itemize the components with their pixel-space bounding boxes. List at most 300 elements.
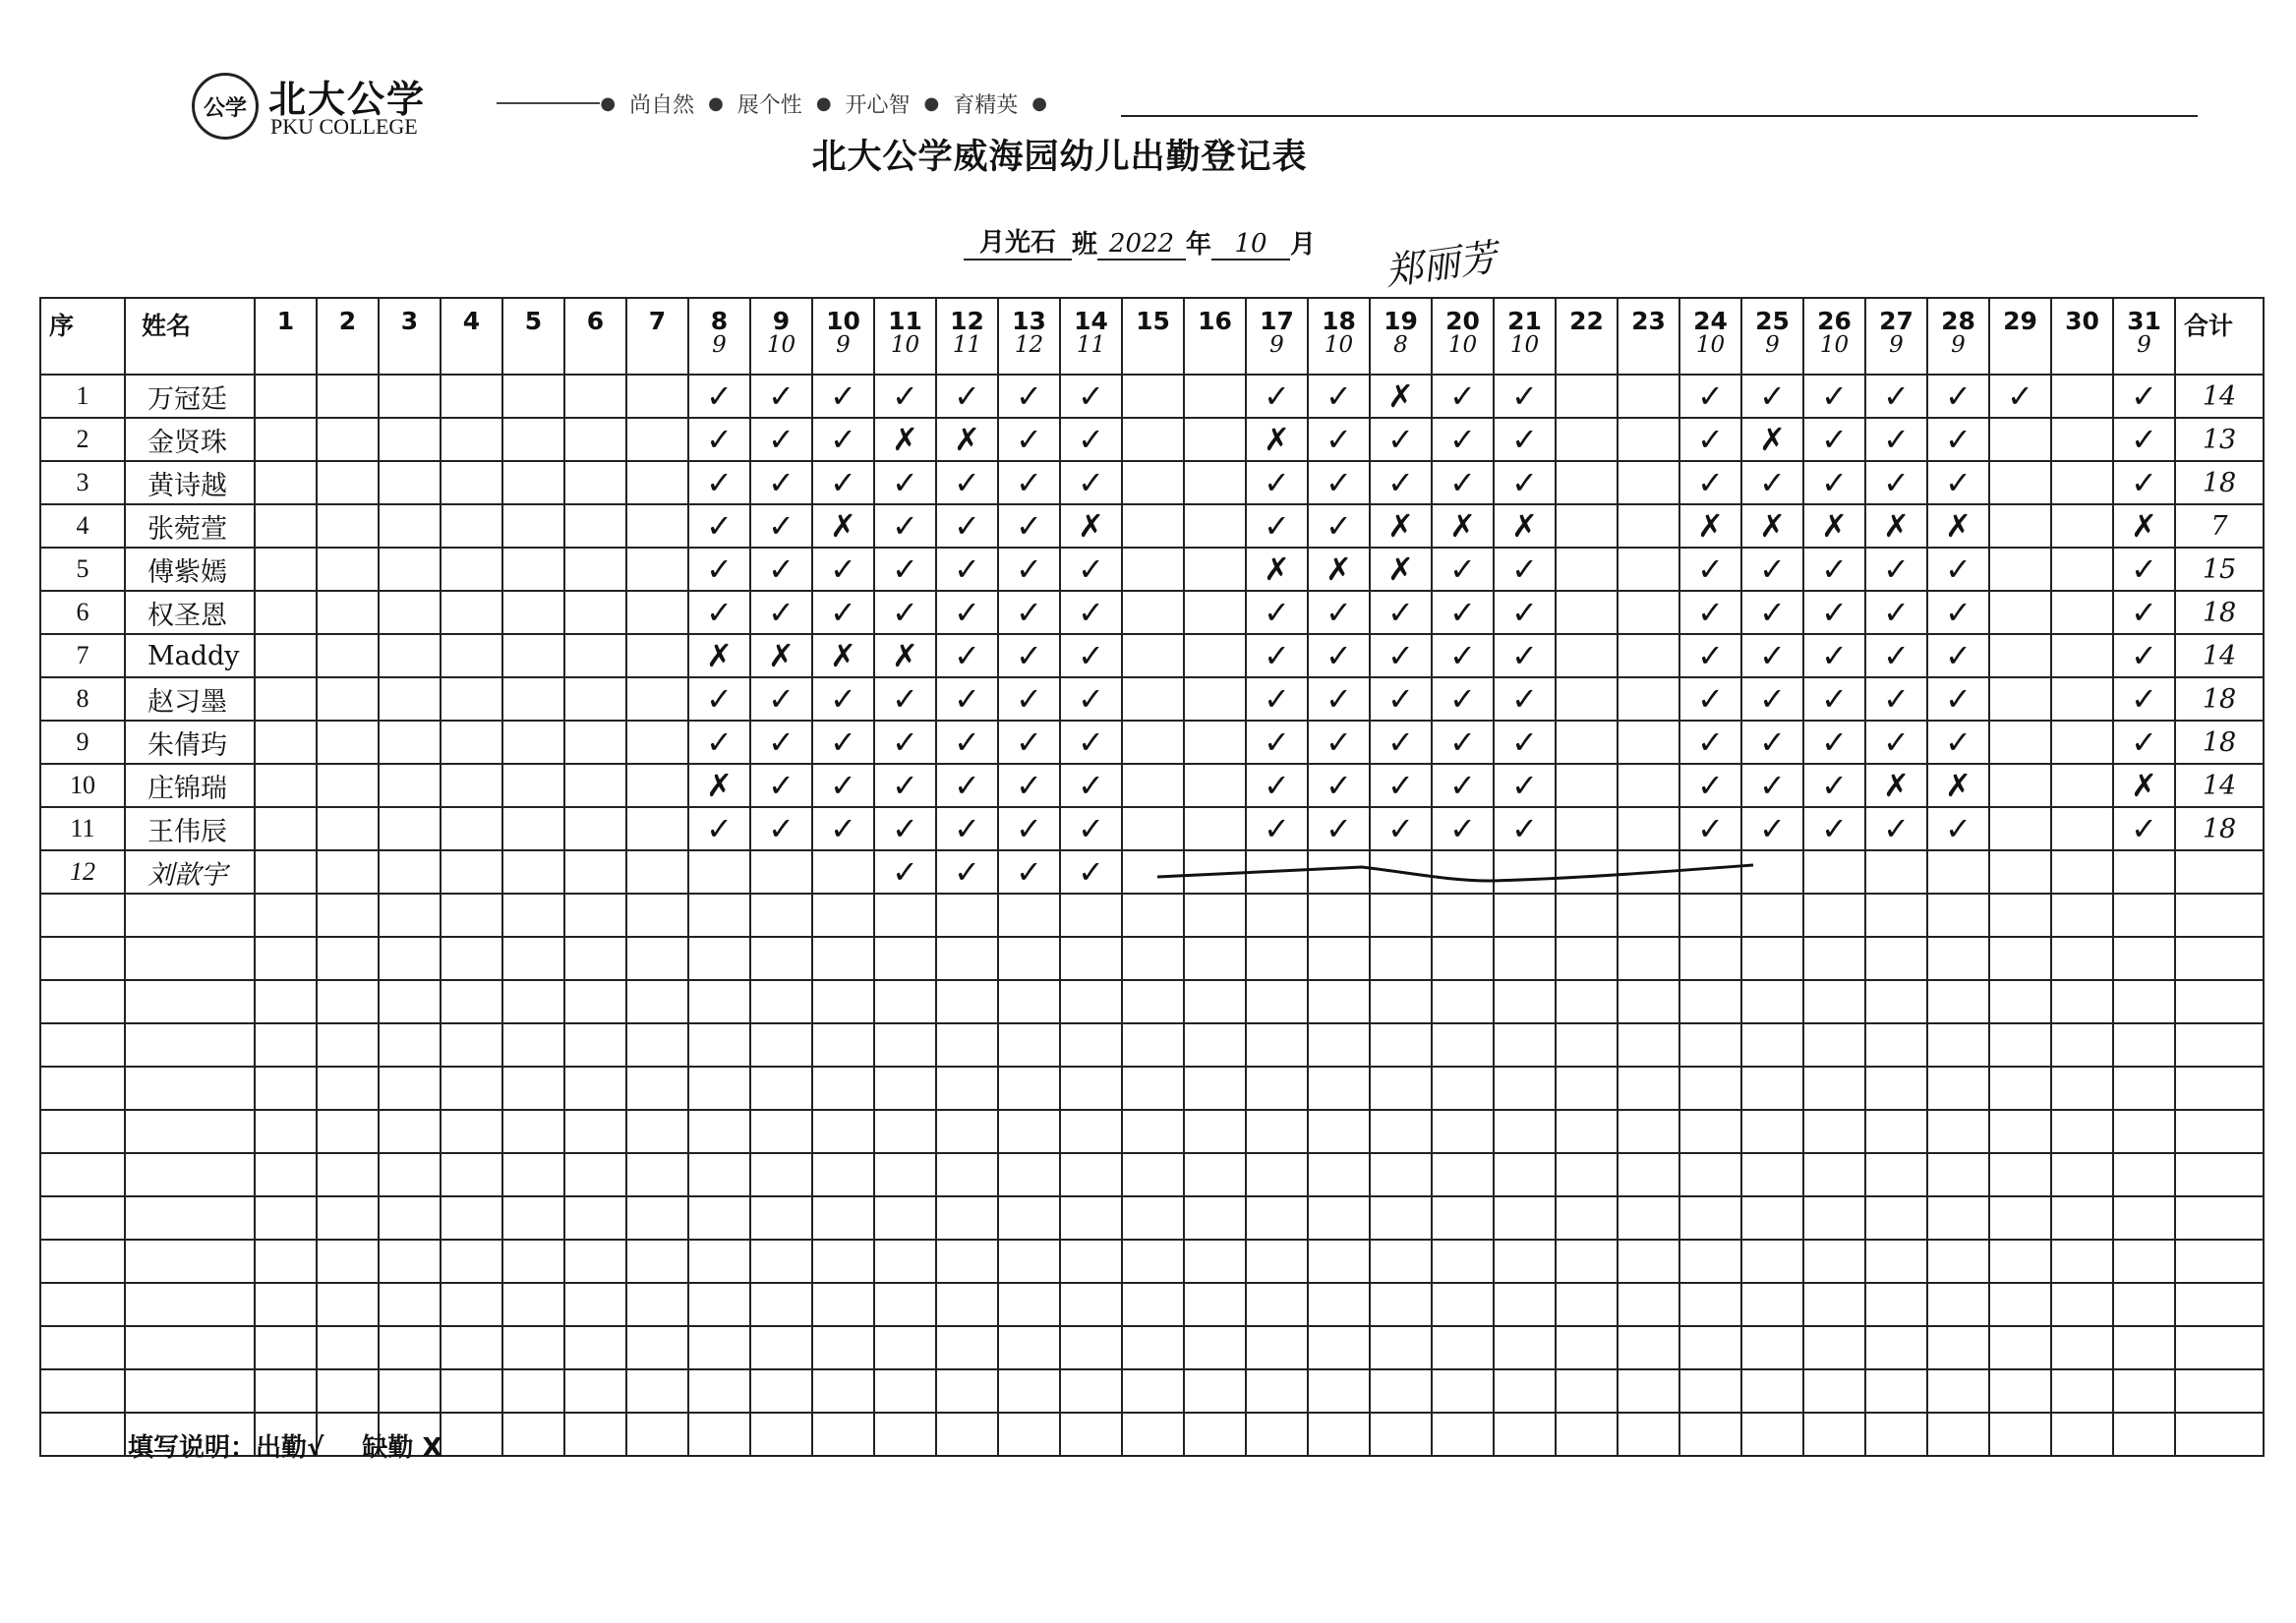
empty-cell[interactable] <box>1989 1240 2051 1283</box>
empty-cell[interactable] <box>1246 1196 1308 1240</box>
attendance-cell[interactable]: ✓ <box>1494 807 1556 850</box>
attendance-cell[interactable] <box>626 677 688 721</box>
attendance-cell[interactable]: ✓ <box>874 548 936 591</box>
attendance-cell[interactable]: ✓ <box>1803 807 1865 850</box>
attendance-cell[interactable]: ✓ <box>750 677 812 721</box>
attendance-cell[interactable]: ✓ <box>1246 764 1308 807</box>
attendance-cell[interactable]: ✓ <box>1246 591 1308 634</box>
attendance-cell[interactable]: ✓ <box>2113 634 2175 677</box>
attendance-cell[interactable] <box>1184 504 1246 548</box>
empty-cell[interactable] <box>812 1110 874 1153</box>
empty-cell[interactable] <box>1060 1413 1122 1456</box>
empty-cell[interactable] <box>441 1067 502 1110</box>
attendance-cell[interactable] <box>379 677 441 721</box>
empty-cell[interactable] <box>1308 1110 1370 1153</box>
attendance-cell[interactable] <box>317 721 379 764</box>
attendance-cell[interactable]: ✓ <box>998 504 1060 548</box>
attendance-cell[interactable] <box>626 807 688 850</box>
attendance-cell[interactable] <box>564 548 626 591</box>
attendance-cell[interactable] <box>2051 721 2113 764</box>
attendance-cell[interactable]: ✓ <box>1741 375 1803 418</box>
attendance-cell[interactable] <box>1122 461 1184 504</box>
attendance-cell[interactable]: ✓ <box>1927 418 1989 461</box>
empty-cell[interactable] <box>1122 937 1184 980</box>
attendance-cell[interactable]: ✓ <box>812 807 874 850</box>
empty-cell[interactable] <box>936 1067 998 1110</box>
empty-cell[interactable] <box>1618 1196 1679 1240</box>
attendance-cell[interactable]: ✗ <box>874 634 936 677</box>
empty-cell[interactable] <box>1246 1110 1308 1153</box>
empty-cell[interactable] <box>1432 1196 1494 1240</box>
attendance-cell[interactable]: ✓ <box>2113 591 2175 634</box>
attendance-cell[interactable]: ✓ <box>1494 418 1556 461</box>
empty-cell[interactable] <box>1989 1413 2051 1456</box>
attendance-cell[interactable]: ✗ <box>1679 504 1741 548</box>
empty-cell[interactable] <box>1989 894 2051 937</box>
empty-cell[interactable] <box>1927 1369 1989 1413</box>
attendance-cell[interactable] <box>1556 504 1618 548</box>
empty-cell[interactable] <box>1308 1240 1370 1283</box>
empty-cell[interactable] <box>502 1240 564 1283</box>
empty-cell[interactable] <box>998 1067 1060 1110</box>
attendance-cell[interactable] <box>1184 548 1246 591</box>
attendance-cell[interactable] <box>564 591 626 634</box>
empty-cell[interactable] <box>1060 1023 1122 1067</box>
empty-cell[interactable] <box>125 937 255 980</box>
attendance-cell[interactable] <box>1989 591 2051 634</box>
attendance-cell[interactable]: ✓ <box>998 418 1060 461</box>
attendance-cell[interactable]: ✓ <box>1432 548 1494 591</box>
attendance-cell[interactable]: ✗ <box>688 634 750 677</box>
attendance-cell[interactable] <box>1803 850 1865 894</box>
empty-cell[interactable] <box>125 1110 255 1153</box>
empty-cell[interactable] <box>1803 1023 1865 1067</box>
attendance-cell[interactable]: ✓ <box>1803 375 1865 418</box>
empty-cell[interactable] <box>998 937 1060 980</box>
attendance-cell[interactable] <box>317 807 379 850</box>
empty-cell[interactable] <box>1184 1196 1246 1240</box>
attendance-cell[interactable] <box>317 677 379 721</box>
empty-cell[interactable] <box>441 894 502 937</box>
attendance-cell[interactable]: ✓ <box>1308 807 1370 850</box>
empty-cell[interactable] <box>1803 1196 1865 1240</box>
attendance-cell[interactable] <box>379 807 441 850</box>
attendance-cell[interactable] <box>1618 548 1679 591</box>
empty-cell[interactable] <box>40 1110 125 1153</box>
attendance-cell[interactable]: ✓ <box>1246 721 1308 764</box>
attendance-cell[interactable]: ✓ <box>688 548 750 591</box>
empty-cell[interactable] <box>2175 894 2264 937</box>
attendance-cell[interactable] <box>564 418 626 461</box>
empty-cell[interactable] <box>1618 1240 1679 1283</box>
empty-cell[interactable] <box>379 1369 441 1413</box>
empty-cell[interactable] <box>1060 980 1122 1023</box>
empty-cell[interactable] <box>998 1153 1060 1196</box>
empty-cell[interactable] <box>1618 1369 1679 1413</box>
attendance-cell[interactable]: ✓ <box>1060 721 1122 764</box>
empty-cell[interactable] <box>1679 980 1741 1023</box>
attendance-cell[interactable] <box>255 504 317 548</box>
empty-cell[interactable] <box>379 1023 441 1067</box>
empty-cell[interactable] <box>564 1067 626 1110</box>
empty-cell[interactable] <box>2175 1283 2264 1326</box>
empty-cell[interactable] <box>564 1023 626 1067</box>
empty-cell[interactable] <box>1679 1067 1741 1110</box>
empty-cell[interactable] <box>626 1240 688 1283</box>
attendance-cell[interactable]: ✓ <box>812 591 874 634</box>
attendance-cell[interactable]: ✓ <box>1679 461 1741 504</box>
attendance-cell[interactable]: ✗ <box>1494 504 1556 548</box>
attendance-cell[interactable] <box>564 850 626 894</box>
empty-cell[interactable] <box>874 1023 936 1067</box>
attendance-cell[interactable]: ✓ <box>688 721 750 764</box>
attendance-cell[interactable] <box>1556 375 1618 418</box>
empty-cell[interactable] <box>1741 937 1803 980</box>
empty-cell[interactable] <box>2051 980 2113 1023</box>
empty-cell[interactable] <box>255 1283 317 1326</box>
attendance-cell[interactable]: ✓ <box>1060 375 1122 418</box>
attendance-cell[interactable]: ✓ <box>1494 591 1556 634</box>
empty-cell[interactable] <box>379 1326 441 1369</box>
attendance-cell[interactable] <box>2051 677 2113 721</box>
empty-cell[interactable] <box>874 1067 936 1110</box>
empty-cell[interactable] <box>1618 1326 1679 1369</box>
attendance-cell[interactable] <box>1122 634 1184 677</box>
attendance-cell[interactable]: ✓ <box>874 721 936 764</box>
empty-cell[interactable] <box>1370 1110 1432 1153</box>
empty-cell[interactable] <box>1370 937 1432 980</box>
attendance-cell[interactable] <box>1989 764 2051 807</box>
attendance-cell[interactable] <box>502 850 564 894</box>
attendance-cell[interactable]: ✓ <box>1308 418 1370 461</box>
attendance-cell[interactable]: ✓ <box>1865 418 1927 461</box>
empty-cell[interactable] <box>2113 1413 2175 1456</box>
attendance-cell[interactable]: ✗ <box>688 764 750 807</box>
empty-cell[interactable] <box>1989 937 2051 980</box>
empty-cell[interactable] <box>626 1369 688 1413</box>
empty-cell[interactable] <box>750 1023 812 1067</box>
empty-cell[interactable] <box>1494 1326 1556 1369</box>
attendance-cell[interactable]: ✓ <box>1060 634 1122 677</box>
empty-cell[interactable] <box>125 1067 255 1110</box>
empty-cell[interactable] <box>1741 1326 1803 1369</box>
empty-cell[interactable] <box>1679 894 1741 937</box>
attendance-cell[interactable] <box>2113 850 2175 894</box>
attendance-cell[interactable]: ✗ <box>812 504 874 548</box>
attendance-cell[interactable]: ✗ <box>812 634 874 677</box>
attendance-cell[interactable]: ✓ <box>1679 548 1741 591</box>
empty-cell[interactable] <box>1184 937 1246 980</box>
empty-cell[interactable] <box>2175 1067 2264 1110</box>
empty-cell[interactable] <box>2113 1153 2175 1196</box>
empty-cell[interactable] <box>626 1196 688 1240</box>
attendance-cell[interactable]: ✗ <box>1927 504 1989 548</box>
attendance-cell[interactable]: ✓ <box>1060 418 1122 461</box>
empty-cell[interactable] <box>1556 1196 1618 1240</box>
empty-cell[interactable] <box>936 894 998 937</box>
empty-cell[interactable] <box>626 1153 688 1196</box>
attendance-cell[interactable]: ✓ <box>1308 764 1370 807</box>
empty-cell[interactable] <box>2051 1283 2113 1326</box>
empty-cell[interactable] <box>688 894 750 937</box>
empty-cell[interactable] <box>874 1240 936 1283</box>
empty-cell[interactable] <box>812 1413 874 1456</box>
attendance-cell[interactable]: ✓ <box>1741 548 1803 591</box>
attendance-cell[interactable] <box>1989 461 2051 504</box>
attendance-cell[interactable] <box>688 850 750 894</box>
attendance-cell[interactable] <box>2051 850 2113 894</box>
attendance-cell[interactable]: ✓ <box>812 461 874 504</box>
attendance-cell[interactable]: ✓ <box>998 677 1060 721</box>
attendance-cell[interactable] <box>1865 850 1927 894</box>
empty-cell[interactable] <box>1556 980 1618 1023</box>
attendance-cell[interactable] <box>626 461 688 504</box>
empty-cell[interactable] <box>1865 1326 1927 1369</box>
attendance-cell[interactable]: ✓ <box>1246 375 1308 418</box>
empty-cell[interactable] <box>40 980 125 1023</box>
empty-cell[interactable] <box>1927 1283 1989 1326</box>
empty-cell[interactable] <box>1184 1240 1246 1283</box>
empty-cell[interactable] <box>1246 1413 1308 1456</box>
empty-cell[interactable] <box>936 1153 998 1196</box>
empty-cell[interactable] <box>1679 1413 1741 1456</box>
attendance-cell[interactable]: ✗ <box>1741 418 1803 461</box>
attendance-cell[interactable] <box>379 418 441 461</box>
attendance-cell[interactable]: ✓ <box>1494 677 1556 721</box>
attendance-cell[interactable]: ✗ <box>1927 764 1989 807</box>
attendance-cell[interactable]: ✓ <box>1989 375 2051 418</box>
empty-cell[interactable] <box>1618 1153 1679 1196</box>
attendance-cell[interactable]: ✓ <box>1370 677 1432 721</box>
attendance-cell[interactable] <box>1618 461 1679 504</box>
empty-cell[interactable] <box>688 1326 750 1369</box>
attendance-cell[interactable]: ✓ <box>1865 721 1927 764</box>
attendance-cell[interactable]: ✓ <box>1803 677 1865 721</box>
empty-cell[interactable] <box>1246 1153 1308 1196</box>
attendance-cell[interactable]: ✓ <box>998 548 1060 591</box>
empty-cell[interactable] <box>2051 937 2113 980</box>
attendance-cell[interactable]: ✓ <box>1060 807 1122 850</box>
empty-cell[interactable] <box>1122 1413 1184 1456</box>
attendance-cell[interactable]: ✗ <box>1803 504 1865 548</box>
attendance-cell[interactable]: ✓ <box>1803 461 1865 504</box>
attendance-cell[interactable] <box>441 461 502 504</box>
attendance-cell[interactable]: ✓ <box>1927 548 1989 591</box>
empty-cell[interactable] <box>626 1413 688 1456</box>
attendance-cell[interactable]: ✓ <box>1741 461 1803 504</box>
empty-cell[interactable] <box>317 980 379 1023</box>
empty-cell[interactable] <box>1432 1283 1494 1326</box>
attendance-cell[interactable]: ✓ <box>1432 677 1494 721</box>
attendance-cell[interactable] <box>441 591 502 634</box>
empty-cell[interactable] <box>1927 1110 1989 1153</box>
attendance-cell[interactable]: ✓ <box>688 807 750 850</box>
attendance-cell[interactable]: ✗ <box>1060 504 1122 548</box>
empty-cell[interactable] <box>998 980 1060 1023</box>
attendance-cell[interactable] <box>626 764 688 807</box>
attendance-cell[interactable] <box>379 850 441 894</box>
empty-cell[interactable] <box>1556 1326 1618 1369</box>
empty-cell[interactable] <box>502 1326 564 1369</box>
empty-cell[interactable] <box>1803 1067 1865 1110</box>
empty-cell[interactable] <box>1927 1413 1989 1456</box>
empty-cell[interactable] <box>379 1283 441 1326</box>
empty-cell[interactable] <box>502 1196 564 1240</box>
empty-cell[interactable] <box>441 1326 502 1369</box>
empty-cell[interactable] <box>626 937 688 980</box>
empty-cell[interactable] <box>1556 1153 1618 1196</box>
attendance-cell[interactable]: ✓ <box>1308 375 1370 418</box>
empty-cell[interactable] <box>2175 980 2264 1023</box>
empty-cell[interactable] <box>812 1240 874 1283</box>
empty-cell[interactable] <box>998 894 1060 937</box>
attendance-cell[interactable] <box>379 504 441 548</box>
attendance-cell[interactable] <box>1184 721 1246 764</box>
empty-cell[interactable] <box>1184 1153 1246 1196</box>
attendance-cell[interactable]: ✓ <box>1246 807 1308 850</box>
attendance-cell[interactable]: ✓ <box>2113 721 2175 764</box>
attendance-cell[interactable]: ✗ <box>1308 548 1370 591</box>
empty-cell[interactable] <box>936 1023 998 1067</box>
attendance-cell[interactable]: ✓ <box>750 807 812 850</box>
attendance-cell[interactable] <box>255 461 317 504</box>
empty-cell[interactable] <box>936 1283 998 1326</box>
attendance-cell[interactable]: ✗ <box>1246 418 1308 461</box>
empty-cell[interactable] <box>998 1413 1060 1456</box>
attendance-cell[interactable]: ✓ <box>1308 721 1370 764</box>
empty-cell[interactable] <box>1060 1283 1122 1326</box>
empty-cell[interactable] <box>1494 1283 1556 1326</box>
empty-cell[interactable] <box>1122 1110 1184 1153</box>
empty-cell[interactable] <box>317 1067 379 1110</box>
empty-cell[interactable] <box>1308 1413 1370 1456</box>
attendance-cell[interactable]: ✓ <box>1246 504 1308 548</box>
empty-cell[interactable] <box>2175 1326 2264 1369</box>
attendance-cell[interactable]: ✓ <box>812 721 874 764</box>
empty-cell[interactable] <box>936 1326 998 1369</box>
empty-cell[interactable] <box>1370 1326 1432 1369</box>
empty-cell[interactable] <box>1989 1326 2051 1369</box>
attendance-cell[interactable]: ✓ <box>936 375 998 418</box>
empty-cell[interactable] <box>2175 1023 2264 1067</box>
attendance-cell[interactable] <box>255 677 317 721</box>
empty-cell[interactable] <box>502 1283 564 1326</box>
attendance-cell[interactable] <box>317 375 379 418</box>
empty-cell[interactable] <box>40 1240 125 1283</box>
attendance-cell[interactable] <box>626 375 688 418</box>
attendance-cell[interactable]: ✓ <box>2113 418 2175 461</box>
attendance-cell[interactable] <box>1989 850 2051 894</box>
empty-cell[interactable] <box>812 1067 874 1110</box>
empty-cell[interactable] <box>1741 1067 1803 1110</box>
empty-cell[interactable] <box>874 1283 936 1326</box>
attendance-cell[interactable] <box>379 764 441 807</box>
empty-cell[interactable] <box>1803 1153 1865 1196</box>
empty-cell[interactable] <box>502 1023 564 1067</box>
empty-cell[interactable] <box>1741 1283 1803 1326</box>
attendance-cell[interactable]: ✓ <box>1741 764 1803 807</box>
empty-cell[interactable] <box>874 1110 936 1153</box>
attendance-cell[interactable] <box>502 634 564 677</box>
attendance-cell[interactable]: ✓ <box>2113 548 2175 591</box>
empty-cell[interactable] <box>1432 937 1494 980</box>
attendance-cell[interactable]: ✓ <box>1741 634 1803 677</box>
empty-cell[interactable] <box>1122 1369 1184 1413</box>
attendance-cell[interactable]: ✓ <box>1370 634 1432 677</box>
attendance-cell[interactable] <box>1556 461 1618 504</box>
attendance-cell[interactable] <box>626 721 688 764</box>
empty-cell[interactable] <box>379 1153 441 1196</box>
attendance-cell[interactable] <box>502 677 564 721</box>
attendance-cell[interactable] <box>441 375 502 418</box>
attendance-cell[interactable]: ✓ <box>812 375 874 418</box>
empty-cell[interactable] <box>936 937 998 980</box>
empty-cell[interactable] <box>564 1240 626 1283</box>
empty-cell[interactable] <box>2113 1196 2175 1240</box>
attendance-cell[interactable] <box>502 375 564 418</box>
attendance-cell[interactable] <box>1122 418 1184 461</box>
empty-cell[interactable] <box>874 1326 936 1369</box>
attendance-cell[interactable]: ✓ <box>1865 375 1927 418</box>
empty-cell[interactable] <box>750 1110 812 1153</box>
empty-cell[interactable] <box>1432 1326 1494 1369</box>
attendance-cell[interactable] <box>1184 807 1246 850</box>
attendance-cell[interactable]: ✓ <box>1370 461 1432 504</box>
attendance-cell[interactable]: ✓ <box>1679 418 1741 461</box>
empty-cell[interactable] <box>812 980 874 1023</box>
attendance-cell[interactable] <box>626 850 688 894</box>
attendance-cell[interactable]: ✓ <box>1865 461 1927 504</box>
attendance-cell[interactable] <box>1989 807 2051 850</box>
empty-cell[interactable] <box>2113 1023 2175 1067</box>
empty-cell[interactable] <box>502 1369 564 1413</box>
attendance-cell[interactable]: ✓ <box>936 807 998 850</box>
empty-cell[interactable] <box>1122 1023 1184 1067</box>
empty-cell[interactable] <box>441 1153 502 1196</box>
attendance-cell[interactable] <box>1184 461 1246 504</box>
empty-cell[interactable] <box>1803 1369 1865 1413</box>
empty-cell[interactable] <box>40 1283 125 1326</box>
empty-cell[interactable] <box>1060 1326 1122 1369</box>
attendance-cell[interactable] <box>1556 634 1618 677</box>
attendance-cell[interactable] <box>1556 764 1618 807</box>
attendance-cell[interactable]: ✗ <box>1370 375 1432 418</box>
attendance-cell[interactable]: ✓ <box>1741 807 1803 850</box>
empty-cell[interactable] <box>40 1067 125 1110</box>
empty-cell[interactable] <box>255 980 317 1023</box>
empty-cell[interactable] <box>1741 1153 1803 1196</box>
empty-cell[interactable] <box>1308 1023 1370 1067</box>
empty-cell[interactable] <box>125 1196 255 1240</box>
attendance-cell[interactable] <box>1184 418 1246 461</box>
year-field[interactable]: 2022 <box>1097 229 1186 261</box>
empty-cell[interactable] <box>125 1240 255 1283</box>
empty-cell[interactable] <box>1741 1240 1803 1283</box>
empty-cell[interactable] <box>626 1067 688 1110</box>
empty-cell[interactable] <box>2175 1196 2264 1240</box>
empty-cell[interactable] <box>2113 1067 2175 1110</box>
attendance-cell[interactable] <box>1618 418 1679 461</box>
attendance-cell[interactable]: ✓ <box>998 591 1060 634</box>
attendance-cell[interactable] <box>441 807 502 850</box>
empty-cell[interactable] <box>1184 1110 1246 1153</box>
empty-cell[interactable] <box>1618 1110 1679 1153</box>
attendance-cell[interactable] <box>1556 548 1618 591</box>
empty-cell[interactable] <box>1370 894 1432 937</box>
attendance-cell[interactable] <box>502 764 564 807</box>
attendance-cell[interactable]: ✓ <box>1308 677 1370 721</box>
empty-cell[interactable] <box>1494 894 1556 937</box>
